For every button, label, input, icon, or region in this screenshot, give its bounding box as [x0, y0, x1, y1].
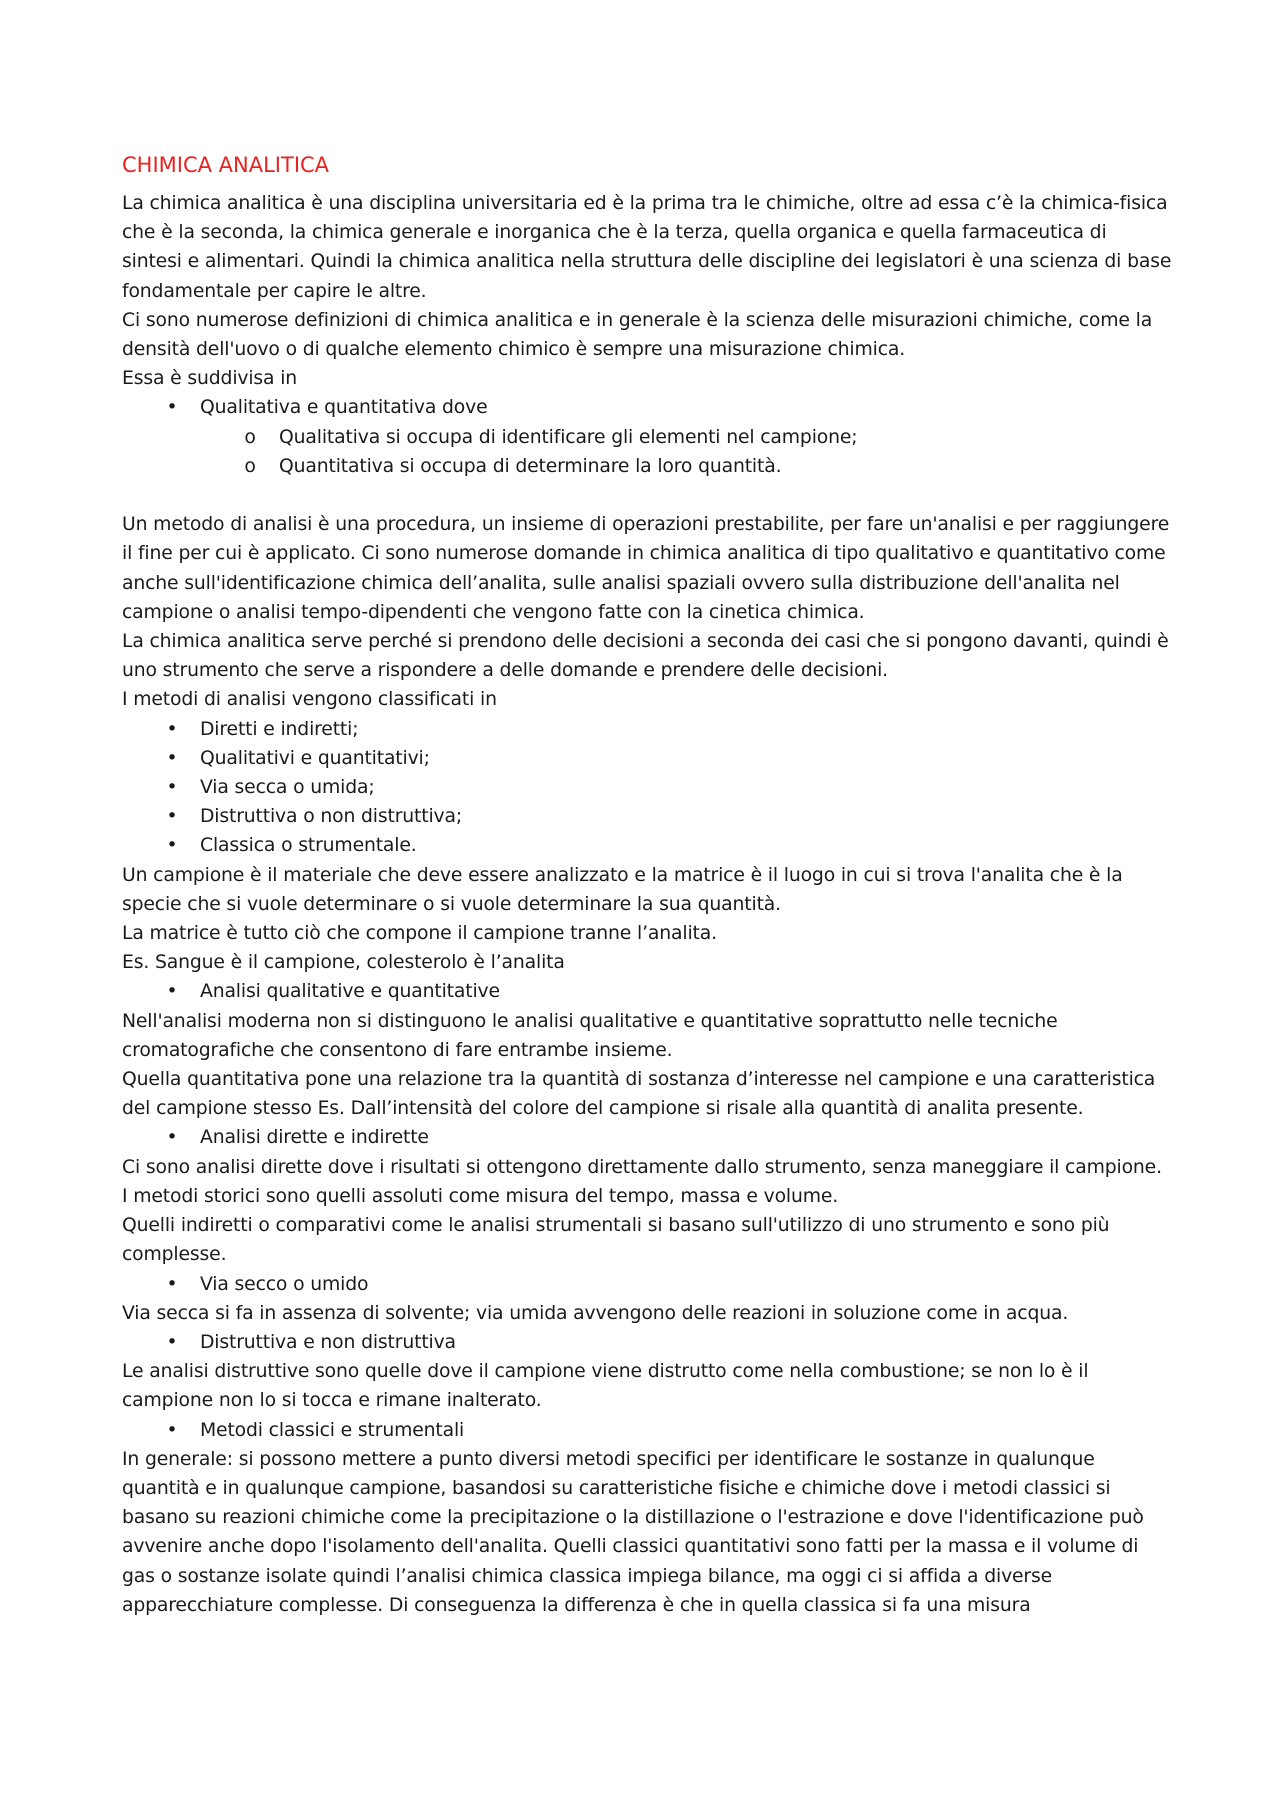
- section-heading-text: Analisi dirette e indirette: [200, 1127, 429, 1149]
- list-item: [122, 773, 1172, 802]
- list-item: [122, 393, 1172, 422]
- paragraph-subdivision: Essa è suddivisa in: [122, 368, 298, 390]
- section-heading-item: [122, 977, 1172, 1006]
- bullet-icon: •: [166, 1127, 178, 1149]
- paragraph-classic-instrumental: In generale: si possono mettere a punto diversi metodi specifici per identificare le sostanze in qualunque quantità e in qualunque campione, basandosi su caratteristiche fisiche e chimiche dove i metodi classici si basano su reazioni chimiche come la precipitazione o la distillazione o l'estrazione e dove l'identificazione può avvenire anche dopo l'isolamento dell'analita. Quelli classici quantitativi sono fatti per la massa e il volume di gas o sostanze isolate quindi l’analisi chimica classica impiega bilance, ma oggi ci si affida a diverse apparecchiature complesse. Di conseguenza la differenza è che in quella classica si fa una misura: [122, 1448, 1144, 1616]
- circle-bullet-icon: o: [244, 426, 256, 448]
- list-item-text: Classica o strumentale.: [200, 835, 417, 857]
- paragraph-direct: Ci sono analisi dirette dove i risultati si ottengono direttamente dallo strumento, senza maneggiare il campione. I metodi storici sono quelli assoluti come misura del tempo, massa e volume.: [122, 1156, 1162, 1207]
- bullet-icon: •: [166, 747, 178, 769]
- section-heading-item: [122, 1416, 1172, 1445]
- paragraph-method: Un metodo di analisi è una procedura, un insieme di operazioni prestabilite, per fare un'analisi e per raggiungere il fine per cui è applicato. Ci sono numerose domande in chimica analitica di tipo qualitativo e quantitativo come anche sull'identificazione chimica dell’analita, sulle analisi spaziali ovvero sulla distribuzione dell'analita nel campione o analisi tempo-dipendenti che vengono fatte con la cinetica chimica.: [122, 514, 1170, 623]
- list-item-text: Diretti e indiretti;: [200, 718, 359, 740]
- paragraph-classification: I metodi di analisi vengono classificati in: [122, 689, 497, 711]
- paragraph-example: Es. Sangue è il campione, colesterolo è l’analita: [122, 952, 565, 974]
- sub-list-item: [122, 452, 1172, 481]
- list-item: [122, 744, 1172, 773]
- sub-list-item-text: Qualitativa si occupa di identificare gli elementi nel campione;: [279, 426, 858, 448]
- paragraph-sample: Un campione è il materiale che deve essere analizzato e la matrice è il luogo in cui si trova l'analita che è la specie che si vuole determinare o si vuole determinare la sua quantità.: [122, 864, 1123, 915]
- paragraph-intro: La chimica analitica è una disciplina universitaria ed è la prima tra le chimiche, oltre ad essa c’è la chimica-fisica che è la seconda, la chimica generale e inorganica che è la terza, quella organica e quella farmaceutica di sintesi e alimentari. Quindi la chimica analitica nella struttura delle discipline dei legislatori è una scienza di base fondamentale per capire le altre.: [122, 193, 1172, 302]
- list-item-text: Via secca o umida;: [200, 777, 375, 799]
- paragraph-destructive: Le analisi distruttive sono quelle dove il campione viene distrutto come nella combustione; se non lo è il campione non lo si tocca e rimane inalterato.: [122, 1361, 1089, 1412]
- document-page: [122, 150, 1172, 1620]
- section-heading-text: Distruttiva e non distruttiva: [200, 1331, 456, 1353]
- section-heading-text: Analisi qualitative e quantitative: [200, 981, 500, 1003]
- section-heading-item: [122, 1123, 1172, 1152]
- list-item-text: Distruttiva o non distruttiva;: [200, 806, 463, 828]
- section-heading-text: Metodi classici e strumentali: [200, 1419, 465, 1441]
- list-item: [122, 831, 1172, 860]
- list-item-text: Qualitativi e quantitativi;: [200, 747, 430, 769]
- list-item: [122, 802, 1172, 831]
- bullet-icon: •: [166, 835, 178, 857]
- bullet-icon: •: [166, 718, 178, 740]
- sub-list-item-text: Quantitativa si occupa di determinare la loro quantità.: [279, 455, 782, 477]
- paragraph-purpose: La chimica analitica serve perché si prendono delle decisioni a seconda dei casi che si pongono davanti, quindi è uno strumento che serve a rispondere a delle domande e prendere delle decisioni.: [122, 631, 1169, 682]
- bullet-icon: •: [166, 1331, 178, 1353]
- paragraph-definition: Ci sono numerose definizioni di chimica analitica e in generale è la scienza delle misurazioni chimiche, come la densità dell'uovo o di qualche elemento chimico è sempre una misurazione chimica.: [122, 309, 1153, 361]
- bullet-icon: •: [166, 777, 178, 799]
- list-item-text: Qualitativa e quantitativa dove: [200, 397, 488, 419]
- bullet-icon: •: [166, 981, 178, 1003]
- section-heading-item: [122, 1270, 1172, 1299]
- list-item: [122, 715, 1172, 744]
- paragraph-modern-analysis: Nell'analisi moderna non si distinguono le analisi qualitative e quantitative soprattutto nelle tecniche cromatografiche che consentono di fare entrambe insieme.: [122, 1010, 1058, 1061]
- blank-line: [122, 481, 1172, 510]
- bullet-icon: •: [166, 1273, 178, 1295]
- section-heading-item: [122, 1328, 1172, 1357]
- circle-bullet-icon: o: [244, 455, 256, 477]
- page-title: CHIMICA ANALITICA: [122, 153, 330, 177]
- section-heading-text: Via secco o umido: [200, 1273, 369, 1295]
- paragraph-matrix: La matrice è tutto ciò che compone il campione tranne l’analita.: [122, 923, 717, 945]
- bullet-icon: •: [166, 1419, 178, 1441]
- paragraph-dry-wet: Via secca si fa in assenza di solvente; via umida avvengono delle reazioni in soluzione come in acqua.: [122, 1302, 1069, 1324]
- paragraph-indirect: Quelli indiretti o comparativi come le analisi strumentali si basano sull'utilizzo di uno strumento e sono più complesse.: [122, 1215, 1110, 1266]
- bullet-icon: •: [166, 806, 178, 828]
- bullet-icon: •: [166, 397, 178, 419]
- sub-list-item: [122, 423, 1172, 452]
- paragraph-quantitative: Quella quantitativa pone una relazione tra la quantità di sostanza d’interesse nel campione e una caratteristica del campione stesso Es. Dall’intensità del colore del campione si risale alla quantità di analita presente.: [122, 1069, 1156, 1120]
